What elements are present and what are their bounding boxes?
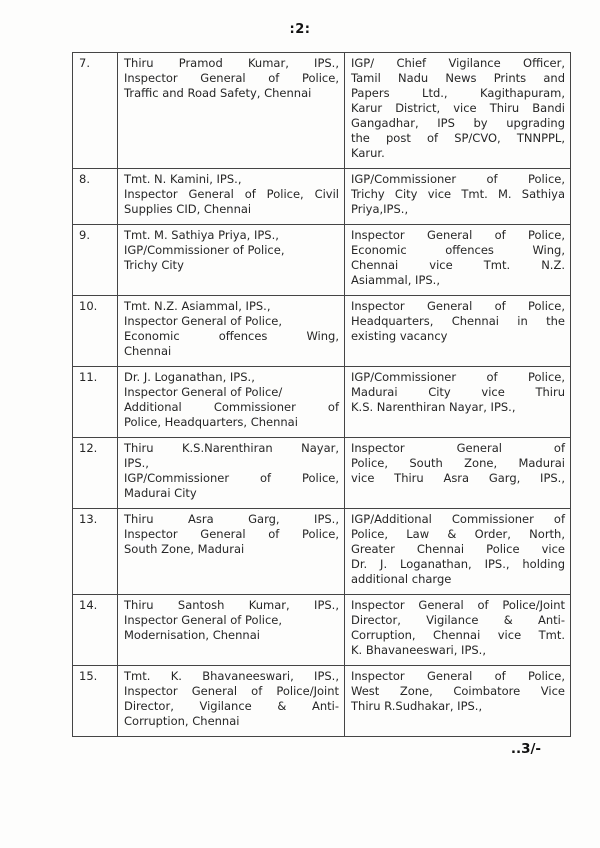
- officer-current-post-cell: [118, 53, 345, 169]
- table-row: [73, 438, 571, 509]
- text-line: Director, Vigilance & Anti-: [124, 699, 339, 713]
- page-number-header: :2:: [289, 22, 311, 37]
- text-line: Karur.: [351, 146, 385, 160]
- officer-current-post-cell: [118, 595, 345, 666]
- table-row: [73, 367, 571, 438]
- row-number-cell: [73, 296, 118, 367]
- officer-new-post-cell: [345, 225, 571, 296]
- text-line: Greater Chennai Police vice: [351, 542, 565, 556]
- text-line: Madurai City vice Thiru: [351, 385, 565, 399]
- row-number: 11.: [79, 370, 98, 384]
- text-line: Corruption, Chennai: [124, 714, 240, 728]
- row-number-cell: [73, 509, 118, 595]
- text-line: South Zone, Madurai: [124, 542, 245, 556]
- text-line: Economic offences Wing,: [124, 329, 339, 343]
- text-line: West Zone, Coimbatore Vice: [351, 684, 565, 698]
- row-number-cell: [73, 595, 118, 666]
- row-number: 12.: [79, 441, 98, 455]
- text-line: Trichy City: [124, 258, 184, 272]
- text-line: Tamil Nadu News Prints and: [351, 71, 565, 85]
- officer-current-post-cell: [118, 509, 345, 595]
- officer-new-post-cell: [345, 53, 571, 169]
- text-line: Thiru Asra Garg, IPS.,: [124, 512, 339, 526]
- officer-current-post-cell: [118, 438, 345, 509]
- text-line: Thiru Pramod Kumar, IPS.,: [124, 56, 339, 70]
- text-line: IPS.,: [124, 456, 149, 470]
- text-line: Thiru R.Sudhakar, IPS.,: [351, 699, 483, 713]
- row-number: 14.: [79, 598, 98, 612]
- text-line: IGP/Commissioner of Police,: [351, 370, 565, 384]
- text-line: Gangadhar, IPS by upgrading: [351, 116, 565, 130]
- text-line: Tmt. K. Bhavaneeswari, IPS.,: [124, 669, 339, 683]
- text-line: Inspector General of Police,: [124, 314, 283, 328]
- text-line: IGP/ Chief Vigilance Officer,: [351, 56, 565, 70]
- text-line: additional charge: [351, 572, 452, 586]
- officer-current-post-cell: [118, 666, 345, 737]
- text-line: Corruption, Chennai vice Tmt.: [351, 628, 565, 642]
- row-number-cell: [73, 438, 118, 509]
- row-number-cell: [73, 666, 118, 737]
- officer-new-post-cell: [345, 666, 571, 737]
- text-line: Trichy City vice Tmt. M. Sathiya: [351, 187, 565, 201]
- text-line: Modernisation, Chennai: [124, 628, 260, 642]
- row-number: 10.: [79, 299, 98, 313]
- text-line: the post of SP/CVO, TNNPPL,: [351, 131, 565, 145]
- text-line: vice Thiru Asra Garg, IPS.,: [351, 471, 565, 485]
- text-line: Chennai vice Tmt. N.Z.: [351, 258, 565, 272]
- text-line: IGP/Additional Commissioner of: [351, 512, 565, 526]
- officer-current-post-cell: [118, 367, 345, 438]
- row-number-cell: [73, 225, 118, 296]
- text-line: IGP/Commissioner of Police,: [124, 243, 285, 257]
- row-number: 7.: [79, 56, 90, 70]
- text-line: Inspector General of Police,: [124, 527, 339, 541]
- text-line: Inspector General of Police,: [351, 228, 565, 242]
- text-line: Traffic and Road Safety, Chennai: [124, 86, 312, 100]
- table-row: [73, 296, 571, 367]
- text-line: K.S. Narenthiran Nayar, IPS.,: [351, 400, 516, 414]
- text-line: Dr. J. Loganathan, IPS.,: [124, 370, 255, 384]
- text-line: Inspector General of Police/: [124, 385, 283, 399]
- row-number: 13.: [79, 512, 98, 526]
- row-number-cell: [73, 367, 118, 438]
- row-number-cell: [73, 169, 118, 225]
- text-line: K. Bhavaneeswari, IPS.,: [351, 643, 486, 657]
- text-line: IGP/Commissioner of Police,: [351, 172, 565, 186]
- text-line: Dr. J. Loganathan, IPS., holding: [351, 557, 565, 571]
- text-line: Priya,IPS.,: [351, 202, 409, 216]
- text-line: Inspector General of Police/Joint: [124, 684, 339, 698]
- text-line: Karur District, vice Thiru Bandi: [351, 101, 565, 115]
- text-line: Headquarters, Chennai in the: [351, 314, 565, 328]
- officer-current-post-cell: [118, 296, 345, 367]
- table-row: [73, 509, 571, 595]
- text-line: Police, South Zone, Madurai: [351, 456, 565, 470]
- text-line: Inspector General of Police,: [124, 613, 283, 627]
- text-line: Tmt. M. Sathiya Priya, IPS.,: [124, 228, 279, 242]
- text-line: Tmt. N.Z. Asiammal, IPS.,: [124, 299, 271, 313]
- text-line: Additional Commissioner of: [124, 400, 339, 414]
- text-line: Papers Ltd., Kagithapuram,: [351, 86, 565, 100]
- text-line: existing vacancy: [351, 329, 448, 343]
- officer-new-post-cell: [345, 509, 571, 595]
- officer-new-post-cell: [345, 367, 571, 438]
- officer-current-post-cell: [118, 169, 345, 225]
- table-row: [73, 666, 571, 737]
- text-line: Chennai: [124, 344, 172, 358]
- text-line: Economic offences Wing,: [351, 243, 565, 257]
- next-page-indicator: ..3/-: [510, 741, 541, 757]
- officer-current-post-cell: [118, 225, 345, 296]
- row-number: 15.: [79, 669, 98, 683]
- table-row: [73, 169, 571, 225]
- text-line: IGP/Commissioner of Police,: [124, 471, 339, 485]
- table-row: [73, 595, 571, 666]
- text-line: Madurai City: [124, 486, 197, 500]
- text-line: Thiru Santosh Kumar, IPS.,: [124, 598, 339, 612]
- text-line: Tmt. N. Kamini, IPS.,: [124, 172, 242, 186]
- officer-new-post-cell: [345, 438, 571, 509]
- text-line: Supplies CID, Chennai: [124, 202, 252, 216]
- text-line: Inspector General of Police,: [351, 299, 565, 313]
- text-line: Inspector General of Police,: [124, 71, 339, 85]
- officer-new-post-cell: [345, 169, 571, 225]
- text-line: Thiru K.S.Narenthiran Nayar,: [124, 441, 339, 455]
- text-line: Police, Headquarters, Chennai: [124, 415, 298, 429]
- text-line: Police, Law & Order, North,: [351, 527, 565, 541]
- row-number: 8.: [79, 172, 90, 186]
- table-row: [73, 225, 571, 296]
- text-line: Director, Vigilance & Anti-: [351, 613, 565, 627]
- transfer-table: [72, 52, 571, 737]
- text-line: Asiammal, IPS.,: [351, 273, 440, 287]
- transfer-table-body: [73, 53, 571, 737]
- text-line: Inspector General of Police,: [351, 669, 565, 683]
- officer-new-post-cell: [345, 595, 571, 666]
- row-number-cell: [73, 53, 118, 169]
- table-row: [73, 53, 571, 169]
- text-line: Inspector General of: [351, 441, 565, 455]
- text-line: Inspector General of Police, Civil: [124, 187, 339, 201]
- officer-new-post-cell: [345, 296, 571, 367]
- text-line: Inspector General of Police/Joint: [351, 598, 565, 612]
- row-number: 9.: [79, 228, 90, 242]
